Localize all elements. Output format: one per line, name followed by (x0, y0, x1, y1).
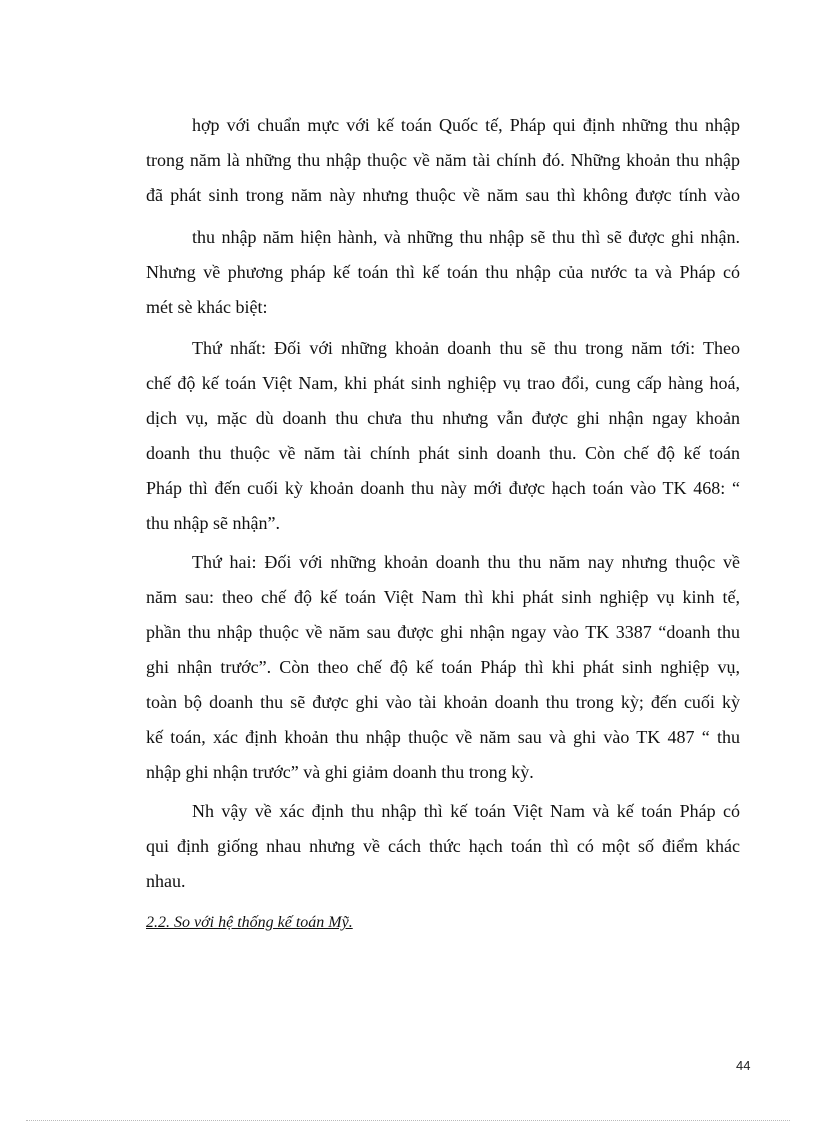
paragraph-1-line-2: trong năm là những thu nhập thuộc về năm tài chính đó. Những khoản thu nhập (146, 150, 740, 170)
paragraph-3-line-3: dịch vụ, mặc dù doanh thu chưa thu nhưng vẫn được ghi nhận ngay khoản (146, 408, 740, 428)
paragraph-5-line-2: qui định giống nhau nhưng về cách thức hạch toán thì có một số điểm khác (146, 836, 740, 856)
paragraph-4-line-1: Thứ hai: Đối với những khoản doanh thu thu năm nay nhưng thuộc về (192, 552, 740, 572)
page-number: 44 (736, 1058, 751, 1073)
paragraph-5-line-3: nhau. (146, 871, 186, 891)
paragraph-2-line-1: thu nhập năm hiện hành, và những thu nhập sẽ thu thì sẽ được ghi nhận. (192, 227, 740, 247)
paragraph-3-line-5: Pháp thì đến cuối kỳ khoản doanh thu này mới được hạch toán vào TK 468: “ (146, 478, 740, 498)
paragraph-5-line-1: Nh vậy về xác định thu nhập thì kế toán Việt Nam và kế toán Pháp có (192, 801, 740, 821)
paragraph-3-line-6: thu nhập sẽ nhận”. (146, 513, 280, 533)
paragraph-4-line-7: nhập ghi nhận trước” và ghi giảm doanh thu trong kỳ. (146, 762, 534, 782)
paragraph-3-line-2: chế độ kế toán Việt Nam, khi phát sinh nghiệp vụ trao đổi, cung cấp hàng hoá, (146, 373, 740, 393)
paragraph-2-line-3: mét sè khác biệt: (146, 297, 268, 317)
section-heading: 2.2. So với hệ thống kế toán Mỹ. (146, 914, 353, 931)
paragraph-4-line-4: ghi nhận trước”. Còn theo chế độ kế toán Pháp thì khi phát sinh nghiệp vụ, (146, 657, 740, 677)
footer-divider (26, 1120, 790, 1121)
paragraph-2-line-2: Nhưng về phương pháp kế toán thì kế toán thu nhập của nước ta và Pháp có (146, 262, 740, 282)
paragraph-3-line-1: Thứ nhất: Đối với những khoản doanh thu sẽ thu trong năm tới: Theo (192, 338, 740, 358)
paragraph-1-line-3: đã phát sinh trong năm này nhưng thuộc về năm sau thì không được tính vào (146, 185, 740, 205)
paragraph-4-line-3: phần thu nhập thuộc về năm sau được ghi nhận ngay vào TK 3387 “doanh thu (146, 622, 740, 642)
paragraph-4-line-5: toàn bộ doanh thu sẽ được ghi vào tài khoản doanh thu trong kỳ; đến cuối kỳ (146, 692, 740, 712)
paragraph-3-line-4: doanh thu thuộc về năm tài chính phát sinh doanh thu. Còn chế độ kế toán (146, 443, 740, 463)
paragraph-4-line-6: kế toán, xác định khoản thu nhập thuộc về năm sau và ghi vào TK 487 “ thu (146, 727, 740, 747)
paragraph-4-line-2: năm sau: theo chế độ kế toán Việt Nam thì khi phát sinh nghiệp vụ kinh tế, (146, 587, 740, 607)
paragraph-1-line-1: hợp với chuẩn mực với kế toán Quốc tế, Pháp qui định những thu nhập (192, 115, 740, 135)
